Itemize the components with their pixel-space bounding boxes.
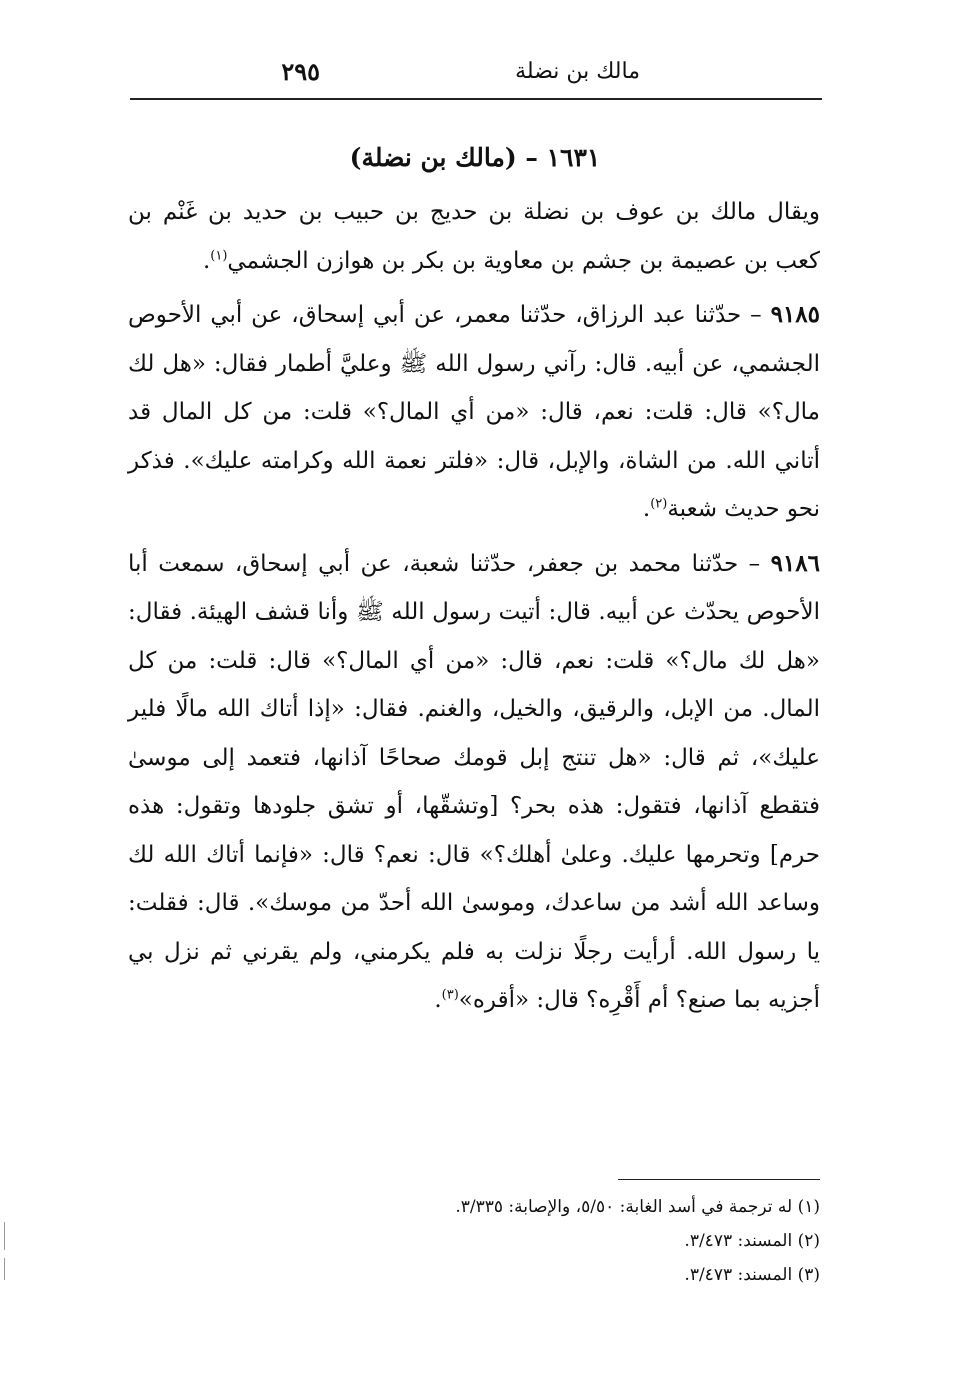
hadith-paragraph: [128, 540, 820, 1025]
entry-intro-end: .: [202, 247, 211, 274]
hadith-number: ٩١٨٥: [770, 301, 820, 328]
header-rule: [130, 98, 822, 100]
footnote-ref: (١): [210, 247, 228, 263]
entry-intro-text: ويقال مالك بن عوف بن نضلة بن حديج بن حبيب بن حديد بن غَنْم بن كعب بن عصيمة بن جشم بن معاوية بن بكر بن هوازن الجشمي: [128, 199, 820, 274]
scan-margin-mark: [4, 1222, 5, 1250]
entry-title: ١٦٣١ – (مالك بن نضلة): [349, 143, 601, 172]
hadith-text: – حدّثنا عبد الرزاق، حدّثنا معمر، عن أبي إسحاق، عن أبي الأحوص الجشمي، عن أبيه. قال: رآني رسول الله ﷺ وعليَّ أطمار فقال: «هل لك مال؟» قال: قلت: نعم، قال: «من أي المال؟» قلت: من كل المال قد أتاني الله. من الشاة، والإبل، قال: «فلتر نعمة الله وكرامته عليك». فذكر نحو حديث شعبة: [128, 302, 820, 522]
footnote: (٢) المسند: ٣/٤٧٣.: [684, 1231, 820, 1251]
footnote: (١) له ترجمة في أسد الغابة: ٥/٥٠، والإصابة: ٣/٣٣٥.: [455, 1197, 820, 1217]
hadith-end: .: [642, 496, 651, 522]
hadith-number: ٩١٨٦: [770, 549, 820, 577]
body-text: [128, 188, 820, 1025]
hadith-end: .: [434, 987, 442, 1013]
footnote-ref: (٢): [650, 496, 668, 512]
running-title: مالك بن نضلة: [515, 59, 640, 84]
page-number: ٢٩٥: [281, 57, 320, 86]
entry-intro: [128, 188, 820, 285]
hadith-text: – حدّثنا محمد بن جعفر، حدّثنا شعبة، عن أبي إسحاق، سمعت أبا الأحوص يحدّث عن أبيه. قال: أتيت رسول الله ﷺ وأنا قشف الهيئة. فقال: «هل لك مال؟» قلت: نعم، قال: «من أي المال؟» قال: قلت: من كل المال. من الإبل، والرقيق، والخيل، والغنم. فقال: «إذا أتاك الله مالًا فلير عليك»، ثم قال: «هل تنتج إبل قومك صحاحًا آذانها، فتعمد إلى موسىٰ فتقطع آذانها، فتقول: هذه بحر؟ [وتشقّها، أو تشق جلودها وتقول: هذه حرم] وتحرمها عليك. وعلىٰ أهلك؟» قال: نعم؟ قال: «فإنما أتاك الله لك وساعد الله أشد من ساعدك، وموسىٰ الله أحدّ من موسك». قال: فقلت: يا رسول الله. أرأيت رجلًا نزلت به فلم يكرمني، ولم يقرني ثم نزل بي أجزيه بما صنع؟ أم أَقْرِه؟ قال: «أقره»: [128, 550, 820, 1013]
footnote: (٣) المسند: ٣/٤٧٣.: [684, 1265, 820, 1285]
footnotes: [280, 1190, 820, 1292]
footnote-rule: [618, 1179, 820, 1180]
scan-margin-mark: [4, 1258, 5, 1280]
hadith-paragraph: [128, 291, 820, 534]
running-header: [130, 52, 820, 92]
footnote-ref: (٣): [441, 987, 459, 1003]
